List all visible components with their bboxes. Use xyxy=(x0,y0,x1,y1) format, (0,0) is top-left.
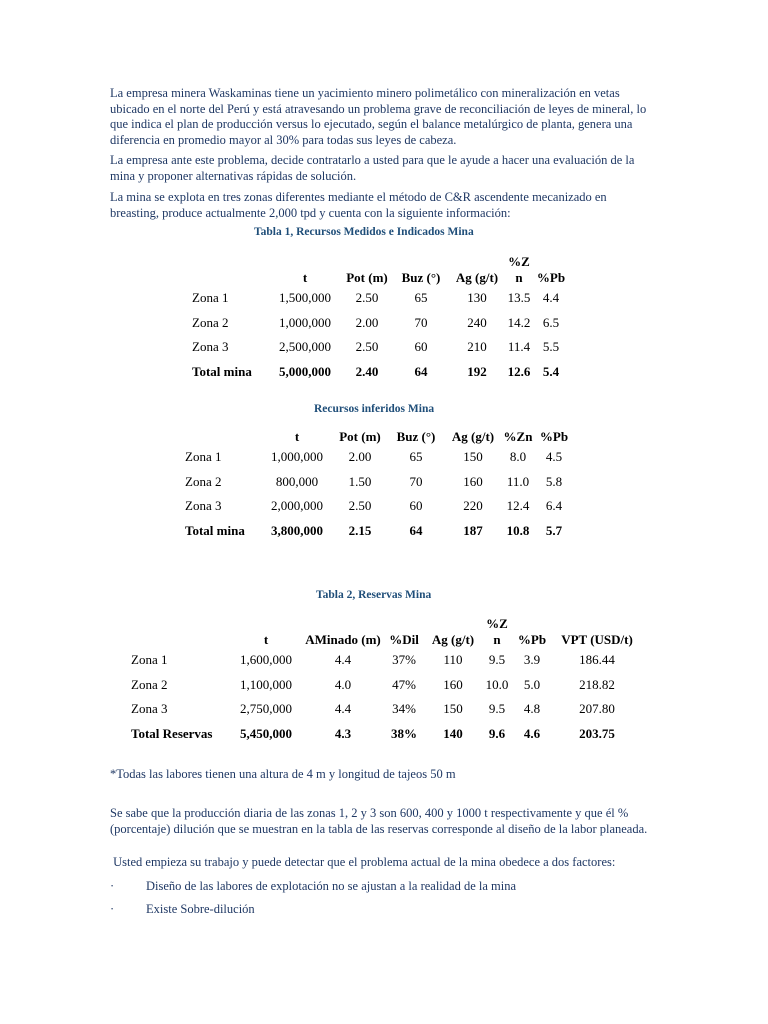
table-row xyxy=(180,470,574,495)
bullet-marker: · xyxy=(110,879,115,893)
table1-cell: Zona 1 xyxy=(192,290,229,306)
table1-cell: 60 xyxy=(414,339,428,355)
table2-cell: Zona 1 xyxy=(131,652,168,668)
table2-cell: 2,750,000 xyxy=(240,701,292,717)
inferred-header-ag: Ag (g/t) xyxy=(451,429,495,444)
table1-header-ag: Ag (g/t) xyxy=(455,270,499,285)
table2-cell: 1,600,000 xyxy=(240,652,292,668)
inferred-cell: 60 xyxy=(409,498,423,514)
table1-total-cell: 5.4 xyxy=(542,363,560,379)
table2-header-vpt: VPT (USD/t) xyxy=(561,632,633,647)
table1-cell: 4.4 xyxy=(542,290,560,306)
table2-cell: 110 xyxy=(443,652,463,668)
inferred-cell: 6.4 xyxy=(545,498,563,514)
table-row xyxy=(186,311,570,336)
inferred-cell: 2,000,000 xyxy=(271,498,323,514)
table2-header-zn: %Z n xyxy=(486,616,508,647)
factors-paragraph: Usted empieza su trabajo y puede detectar que el problema actual de la mina obedece a dos factores: xyxy=(110,855,616,869)
table2-total-cell: Total Reservas xyxy=(131,725,213,741)
inferred-cell: 800,000 xyxy=(275,473,319,489)
table-row xyxy=(180,494,574,519)
table-row xyxy=(180,445,574,470)
inferred-header-pot: Pot (m) xyxy=(339,429,381,444)
inferred-total-cell: 10.8 xyxy=(506,522,530,538)
table1-measured-indicated xyxy=(186,248,570,384)
table1-cell: 1,500,000 xyxy=(279,290,331,306)
table1-cell: 65 xyxy=(414,290,428,306)
table1-cell: 2.50 xyxy=(355,339,379,355)
bullet-text: Diseño de las labores de explotación no se ajustan a la realidad de la mina xyxy=(146,879,517,893)
table2-header-t: t xyxy=(263,632,269,647)
inferred-total-cell: 3,800,000 xyxy=(271,522,323,538)
table-row xyxy=(126,697,642,722)
list-item xyxy=(110,902,255,917)
table2-total-cell: 203.75 xyxy=(579,725,615,741)
table2-caption: Tabla 2, Reservas Mina xyxy=(316,589,432,601)
inferred-cell: 1.50 xyxy=(348,473,372,489)
table-row xyxy=(186,286,570,311)
table2-cell: 5.0 xyxy=(523,676,541,692)
inferred-cell: 2.50 xyxy=(348,498,372,514)
table1-header-t: t xyxy=(302,270,308,285)
table1-cell: 210 xyxy=(467,339,487,355)
table2-reserves xyxy=(126,610,642,746)
table1-cell: 6.5 xyxy=(542,314,560,330)
production-paragraph: Se sabe que la producción diaria de las zonas 1, 2 y 3 son 600, 400 y 1000 t respectivamente y que él % (porcentaje) dilución que se muestran en la tabla de las reservas corresponde al diseño de la labor planeada. xyxy=(110,806,648,836)
table2-header-dil: %Dil xyxy=(389,632,419,647)
inferred-cell: Zona 3 xyxy=(185,498,222,514)
inferred-cell: 5.8 xyxy=(545,473,563,489)
table1-cell: 2,500,000 xyxy=(279,339,331,355)
footnote: *Todas las labores tienen una altura de 4 m y longitud de tajeos 50 m xyxy=(110,767,456,781)
table2-cell: 207.80 xyxy=(579,701,615,717)
inferred-header-buz: Buz (°) xyxy=(396,429,436,444)
table1-cell: Zona 2 xyxy=(192,314,229,330)
table1-header-pot: Pot (m) xyxy=(346,270,388,285)
table1-cell: 2.50 xyxy=(355,290,379,306)
inferred-cell: 220 xyxy=(463,498,483,514)
inferred-total-cell: 5.7 xyxy=(545,522,563,538)
list-item xyxy=(110,879,516,894)
table2-cell: 37% xyxy=(392,652,416,668)
table1-cell: 1,000,000 xyxy=(279,314,331,330)
method-paragraph: La mina se explota en tres zonas diferentes mediante el método de C&R ascendente mecanizado en breasting, produce actualmente 2,000 tpd y cuenta con la siguiente información: xyxy=(110,190,607,220)
inferred-header-pb: %Pb xyxy=(539,429,569,444)
table1-cell: 14.2 xyxy=(507,314,531,330)
inferred-total-cell: 187 xyxy=(463,522,483,538)
table2-cell: 4.4 xyxy=(334,701,352,717)
table2-cell: 10.0 xyxy=(485,676,509,692)
table2-header-pb: %Pb xyxy=(517,632,547,647)
inferred-caption: Recursos inferidos Mina xyxy=(314,403,435,415)
table1-total-cell: 64 xyxy=(414,363,428,379)
table2-cell: 150 xyxy=(443,701,463,717)
table2-cell: 4.8 xyxy=(523,701,541,717)
table1-total-cell: Total mina xyxy=(192,363,252,379)
table-row xyxy=(186,335,570,360)
table1-cell: 5.5 xyxy=(542,339,560,355)
table2-cell: 34% xyxy=(392,701,416,717)
inferred-cell: Zona 1 xyxy=(185,449,222,465)
contract-paragraph: La empresa ante este problema, decide contratarlo a usted para que le ayude a hacer una evaluación de la mina y proponer alternativas rápidas de solución. xyxy=(110,153,635,183)
table2-total-cell: 38% xyxy=(391,725,417,741)
table2-header-zone xyxy=(126,610,230,648)
table1-cell: 11.4 xyxy=(507,339,531,355)
inferred-total-cell: 2.15 xyxy=(348,522,372,538)
table2-total-cell: 5,450,000 xyxy=(240,725,292,741)
inferred-cell: 65 xyxy=(409,449,423,465)
inferred-cell: 4.5 xyxy=(545,449,563,465)
inferred-header-zone xyxy=(180,423,262,445)
table-total-row xyxy=(126,722,642,747)
table1-cell: 2.00 xyxy=(355,314,379,330)
inferred-cell: 1,000,000 xyxy=(271,449,323,465)
table-row xyxy=(126,673,642,698)
inferred-cell: 8.0 xyxy=(509,449,527,465)
inferred-cell: 150 xyxy=(463,449,483,465)
inferred-cell: 160 xyxy=(463,473,483,489)
table-row xyxy=(126,648,642,673)
table2-header-aminado: AMinado (m) xyxy=(305,632,381,647)
inferred-cell: 70 xyxy=(409,473,423,489)
table2-cell: 3.9 xyxy=(523,652,541,668)
intro-paragraph: La empresa minera Waskaminas tiene un yacimiento minero polimetálico con mineralización en vetas ubicado en el norte del Perú y está atravesando un problema grave de reconciliación de leyes de mineral, lo que indica el plan de producción versus lo ejecutado, según el balance metalúrgico de planta, genera una diferencia en promedio mayor al 30% para todas sus leyes de cabeza. xyxy=(110,86,647,147)
table2-cell: 160 xyxy=(443,676,463,692)
inferred-total-cell: 64 xyxy=(409,522,423,538)
table1-total-cell: 12.6 xyxy=(507,363,531,379)
table2-cell: 9.5 xyxy=(488,701,506,717)
table-total-row xyxy=(180,519,574,544)
table1-total-cell: 192 xyxy=(467,363,487,379)
table2-cell: 218.82 xyxy=(579,676,615,692)
table1-caption: Tabla 1, Recursos Medidos e Indicados Mina xyxy=(254,226,474,238)
inferred-header-zn: %Zn xyxy=(503,429,533,444)
table1-header-zn: %Z n xyxy=(508,254,530,285)
table1-cell: 13.5 xyxy=(507,290,531,306)
table-total-row xyxy=(186,360,570,385)
inferred-cell: Zona 2 xyxy=(185,473,222,489)
table1-cell: 240 xyxy=(467,314,487,330)
table1-header-buz: Buz (°) xyxy=(401,270,441,285)
table1-header-zone xyxy=(186,248,270,286)
table2-header-ag: Ag (g/t) xyxy=(431,632,475,647)
table2-cell: 47% xyxy=(392,676,416,692)
table2-total-cell: 4.6 xyxy=(523,725,541,741)
table1-cell: Zona 3 xyxy=(192,339,229,355)
table1-cell: 70 xyxy=(414,314,428,330)
table1-cell: 130 xyxy=(467,290,487,306)
table2-cell: 9.5 xyxy=(488,652,506,668)
table2-total-cell: 140 xyxy=(443,725,463,741)
bullet-marker: · xyxy=(110,902,115,916)
inferred-cell: 2.00 xyxy=(348,449,372,465)
table2-cell: 4.4 xyxy=(334,652,352,668)
inferred-cell: 12.4 xyxy=(506,498,530,514)
inferred-total-cell: Total mina xyxy=(185,522,245,538)
inferred-header-t: t xyxy=(294,429,300,444)
table2-total-cell: 4.3 xyxy=(334,725,352,741)
table2-cell: 4.0 xyxy=(334,676,352,692)
table-inferred-resources xyxy=(180,423,574,543)
bullet-text: Existe Sobre-dilución xyxy=(146,902,255,916)
table2-cell: Zona 2 xyxy=(131,676,168,692)
table2-cell: 1,100,000 xyxy=(240,676,292,692)
table1-total-cell: 2.40 xyxy=(355,363,379,379)
table1-total-cell: 5,000,000 xyxy=(279,363,331,379)
table2-cell: 186.44 xyxy=(579,652,615,668)
table1-header-pb: %Pb xyxy=(536,270,566,285)
inferred-cell: 11.0 xyxy=(506,473,530,489)
table2-total-cell: 9.6 xyxy=(488,725,506,741)
table2-cell: Zona 3 xyxy=(131,701,168,717)
